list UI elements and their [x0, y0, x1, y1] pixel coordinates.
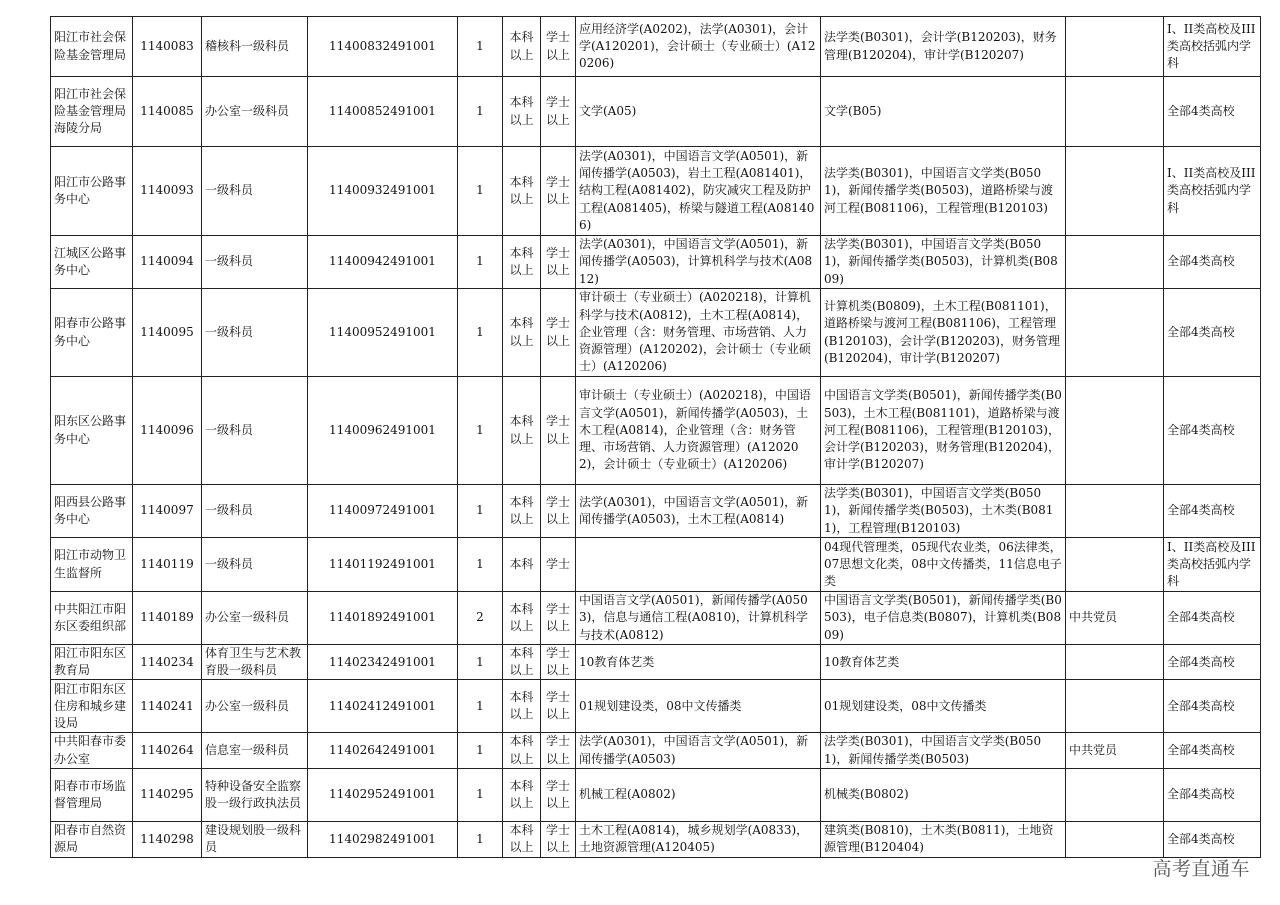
hire-count-cell: 1: [458, 538, 503, 592]
position-code-cell: 11401892491001: [308, 592, 458, 645]
degree-cell: 学士以上: [541, 821, 576, 857]
school-category-cell: I、II类高校及III类高校括弧内学科: [1164, 538, 1261, 592]
other-requirement-cell: [1066, 236, 1164, 289]
unit-code-cell: 1140298: [133, 821, 202, 857]
position-code-cell: 11402342491001: [308, 645, 458, 680]
position-name-cell: 办公室一级科员: [202, 680, 308, 733]
unit-name-cell: 阳江市社会保险基金管理局: [51, 17, 133, 77]
hire-count-cell: 1: [458, 17, 503, 77]
hire-count-cell: 1: [458, 768, 503, 821]
table-row: [51, 538, 1261, 592]
position-name-cell: 体育卫生与艺术教育股一级科员: [202, 645, 308, 680]
postgraduate-major-cell: 01规划建设类，08中文传播类: [576, 680, 821, 733]
hire-count-cell: 1: [458, 377, 503, 485]
position-name-cell: 一级科员: [202, 147, 308, 236]
school-category-cell: 全部4类高校: [1164, 236, 1261, 289]
undergraduate-major-cell: 10教育体艺类: [821, 645, 1066, 680]
postgraduate-major-cell: 审计硕士（专业硕士）(A020218)，计算机科学与技术(A0812)，土木工程(A0814)，企业管理（含：财务管理、市场营销、人力资源管理）(A120202)，会计硕士（专业硕士）(A120206): [576, 289, 821, 377]
undergraduate-major-cell: 文学(B05): [821, 77, 1066, 147]
unit-name-cell: 阳江市公路事务中心: [51, 147, 133, 236]
table-row: [51, 680, 1261, 733]
education-cell: 本科以上: [503, 680, 541, 733]
table-row: [51, 17, 1261, 77]
table-row: [51, 289, 1261, 377]
undergraduate-major-cell: 法学类(B0301)，中国语言文学类(B0501)，新闻传播学类(B0503)，计算机类(B0809): [821, 236, 1066, 289]
school-category-cell: 全部4类高校: [1164, 77, 1261, 147]
degree-cell: 学士以上: [541, 645, 576, 680]
unit-name-cell: 阳东区公路事务中心: [51, 377, 133, 485]
school-category-cell: 全部4类高校: [1164, 821, 1261, 857]
other-requirement-cell: 中共党员: [1066, 592, 1164, 645]
degree-cell: 学士以上: [541, 236, 576, 289]
postgraduate-major-cell: [576, 538, 821, 592]
unit-name-cell: 阳春市市场监督管理局: [51, 768, 133, 821]
position-name-cell: 建设规划股一级科员: [202, 821, 308, 857]
other-requirement-cell: [1066, 147, 1164, 236]
school-category-cell: 全部4类高校: [1164, 680, 1261, 733]
undergraduate-major-cell: 01规划建设类，08中文传播类: [821, 680, 1066, 733]
degree-cell: 学士以上: [541, 77, 576, 147]
postgraduate-major-cell: 10教育体艺类: [576, 645, 821, 680]
education-cell: 本科以上: [503, 645, 541, 680]
unit-code-cell: 1140093: [133, 147, 202, 236]
hire-count-cell: 1: [458, 77, 503, 147]
position-name-cell: 稽核科一级科员: [202, 17, 308, 77]
education-cell: 本科以上: [503, 821, 541, 857]
postgraduate-major-cell: 机械工程(A0802): [576, 768, 821, 821]
hire-count-cell: 1: [458, 289, 503, 377]
table-row: [51, 77, 1261, 147]
position-code-cell: 11400852491001: [308, 77, 458, 147]
hire-count-cell: 1: [458, 485, 503, 538]
school-category-cell: I、II类高校及III类高校括弧内学科: [1164, 147, 1261, 236]
other-requirement-cell: [1066, 645, 1164, 680]
table-row: [51, 485, 1261, 538]
other-requirement-cell: [1066, 77, 1164, 147]
unit-code-cell: 1140096: [133, 377, 202, 485]
position-code-cell: 11400972491001: [308, 485, 458, 538]
other-requirement-cell: [1066, 768, 1164, 821]
postgraduate-major-cell: 审计硕士（专业硕士）(A020218)，中国语言文学(A0501)，新闻传播学(A0503)，土木工程(A0814)，企业管理（含：财务管理、市场营销、人力资源管理）(A120202)，会计硕士（专业硕士）(A120206): [576, 377, 821, 485]
unit-code-cell: 1140189: [133, 592, 202, 645]
education-cell: 本科以上: [503, 236, 541, 289]
degree-cell: 学士: [541, 538, 576, 592]
undergraduate-major-cell: 中国语言文学类(B0501)，新闻传播学类(B0503)，电子信息类(B0807)，计算机类(B0809): [821, 592, 1066, 645]
recruitment-table: [50, 16, 1261, 858]
table-row: [51, 645, 1261, 680]
degree-cell: 学士以上: [541, 592, 576, 645]
undergraduate-major-cell: 中国语言文学类(B0501)，新闻传播学类(B0503)，土木工程(B081101)，道路桥梁与渡河工程(B081106)，工程管理(B120103)，会计学(B120203)，财务管理(B120204)，审计学(B120207): [821, 377, 1066, 485]
hire-count-cell: 1: [458, 147, 503, 236]
other-requirement-cell: 中共党员: [1066, 733, 1164, 768]
hire-count-cell: 1: [458, 821, 503, 857]
position-name-cell: 信息室一级科员: [202, 733, 308, 768]
postgraduate-major-cell: 法学(A0301)，中国语言文学(A0501)，新闻传播学(A0503)，土木工程(A0814): [576, 485, 821, 538]
position-code-cell: 11400932491001: [308, 147, 458, 236]
school-category-cell: 全部4类高校: [1164, 645, 1261, 680]
hire-count-cell: 1: [458, 680, 503, 733]
unit-code-cell: 1140234: [133, 645, 202, 680]
unit-code-cell: 1140085: [133, 77, 202, 147]
unit-code-cell: 1140264: [133, 733, 202, 768]
education-cell: 本科以上: [503, 592, 541, 645]
unit-code-cell: 1140097: [133, 485, 202, 538]
position-code-cell: 11402982491001: [308, 821, 458, 857]
table-row: [51, 377, 1261, 485]
education-cell: 本科以上: [503, 485, 541, 538]
table-body: [51, 17, 1261, 858]
unit-code-cell: 1140119: [133, 538, 202, 592]
education-cell: 本科: [503, 538, 541, 592]
school-category-cell: 全部4类高校: [1164, 377, 1261, 485]
other-requirement-cell: [1066, 821, 1164, 857]
table-row: [51, 147, 1261, 236]
undergraduate-major-cell: 04现代管理类，05现代农业类，06法律类，07思想文化类，08中文传播类，11信息电子类: [821, 538, 1066, 592]
postgraduate-major-cell: 法学(A0301)，中国语言文学(A0501)，新闻传播学(A0503)，岩土工程(A081401)，结构工程(A081402)，防灾减灾工程及防护工程(A081405)，桥梁与隧道工程(A081406): [576, 147, 821, 236]
unit-name-cell: 阳西县公路事务中心: [51, 485, 133, 538]
table-row: [51, 592, 1261, 645]
degree-cell: 学士以上: [541, 768, 576, 821]
school-category-cell: I、II类高校及III类高校括弧内学科: [1164, 17, 1261, 77]
position-name-cell: 一级科员: [202, 485, 308, 538]
position-name-cell: 一级科员: [202, 236, 308, 289]
postgraduate-major-cell: 中国语言文学(A0501)，新闻传播学(A0503)，信息与通信工程(A0810)，计算机科学与技术(A0812): [576, 592, 821, 645]
unit-code-cell: 1140295: [133, 768, 202, 821]
degree-cell: 学士以上: [541, 377, 576, 485]
hire-count-cell: 1: [458, 733, 503, 768]
degree-cell: 学士以上: [541, 289, 576, 377]
unit-name-cell: 阳江市阳东区住房和城乡建设局: [51, 680, 133, 733]
position-name-cell: 办公室一级科员: [202, 77, 308, 147]
school-category-cell: 全部4类高校: [1164, 768, 1261, 821]
degree-cell: 学士以上: [541, 733, 576, 768]
unit-name-cell: 阳江市动物卫生监督所: [51, 538, 133, 592]
postgraduate-major-cell: 应用经济学(A0202)，法学(A0301)，会计学(A120201)，会计硕士（专业硕士）(A120206): [576, 17, 821, 77]
postgraduate-major-cell: 法学(A0301)，中国语言文学(A0501)，新闻传播学(A0503): [576, 733, 821, 768]
other-requirement-cell: [1066, 485, 1164, 538]
position-code-cell: 11402412491001: [308, 680, 458, 733]
education-cell: 本科以上: [503, 377, 541, 485]
other-requirement-cell: [1066, 538, 1164, 592]
watermark-text: 高考直通车: [1152, 858, 1250, 880]
hire-count-cell: 1: [458, 236, 503, 289]
degree-cell: 学士以上: [541, 147, 576, 236]
school-category-cell: 全部4类高校: [1164, 733, 1261, 768]
position-code-cell: 11400942491001: [308, 236, 458, 289]
position-code-cell: 11400832491001: [308, 17, 458, 77]
unit-name-cell: 阳春市自然资源局: [51, 821, 133, 857]
unit-name-cell: 阳江市阳东区教育局: [51, 645, 133, 680]
other-requirement-cell: [1066, 289, 1164, 377]
position-name-cell: 一级科员: [202, 377, 308, 485]
table-row: [51, 821, 1261, 857]
hire-count-cell: 2: [458, 592, 503, 645]
undergraduate-major-cell: 法学类(B0301)，中国语言文学类(B0501)，新闻传播学类(B0503)，道路桥梁与渡河工程(B081106)，工程管理(B120103): [821, 147, 1066, 236]
table-row: [51, 733, 1261, 768]
position-code-cell: 11400952491001: [308, 289, 458, 377]
school-category-cell: 全部4类高校: [1164, 592, 1261, 645]
unit-code-cell: 1140094: [133, 236, 202, 289]
unit-name-cell: 阳春市公路事务中心: [51, 289, 133, 377]
education-cell: 本科以上: [503, 733, 541, 768]
table-row: [51, 768, 1261, 821]
education-cell: 本科以上: [503, 289, 541, 377]
position-name-cell: 一级科员: [202, 289, 308, 377]
undergraduate-major-cell: 法学类(B0301)，中国语言文学类(B0501)，新闻传播学类(B0503)，土木类(B0811)，工程管理(B120103): [821, 485, 1066, 538]
degree-cell: 学士以上: [541, 17, 576, 77]
unit-name-cell: 阳江市社会保险基金管理局海陵分局: [51, 77, 133, 147]
education-cell: 本科以上: [503, 768, 541, 821]
undergraduate-major-cell: 机械类(B0802): [821, 768, 1066, 821]
other-requirement-cell: [1066, 377, 1164, 485]
postgraduate-major-cell: 文学(A05): [576, 77, 821, 147]
unit-code-cell: 1140241: [133, 680, 202, 733]
unit-code-cell: 1140095: [133, 289, 202, 377]
unit-name-cell: 江城区公路事务中心: [51, 236, 133, 289]
undergraduate-major-cell: 建筑类(B0810)，土木类(B0811)，土地资源管理(B120404): [821, 821, 1066, 857]
position-name-cell: 办公室一级科员: [202, 592, 308, 645]
unit-name-cell: 中共阳春市委办公室: [51, 733, 133, 768]
undergraduate-major-cell: 法学类(B0301)，中国语言文学类(B0501)，新闻传播学类(B0503): [821, 733, 1066, 768]
position-name-cell: 一级科员: [202, 538, 308, 592]
degree-cell: 学士以上: [541, 485, 576, 538]
position-code-cell: 11401192491001: [308, 538, 458, 592]
school-category-cell: 全部4类高校: [1164, 485, 1261, 538]
other-requirement-cell: [1066, 17, 1164, 77]
postgraduate-major-cell: 土木工程(A0814)，城乡规划学(A0833)，土地资源管理(A120405): [576, 821, 821, 857]
position-code-cell: 11402952491001: [308, 768, 458, 821]
other-requirement-cell: [1066, 680, 1164, 733]
position-code-cell: 11402642491001: [308, 733, 458, 768]
position-name-cell: 特种设备安全监察股一级行政执法员: [202, 768, 308, 821]
table-row: [51, 236, 1261, 289]
education-cell: 本科以上: [503, 147, 541, 236]
school-category-cell: 全部4类高校: [1164, 289, 1261, 377]
undergraduate-major-cell: 法学类(B0301)，会计学(B120203)，财务管理(B120204)，审计学(B120207): [821, 17, 1066, 77]
degree-cell: 学士以上: [541, 680, 576, 733]
unit-code-cell: 1140083: [133, 17, 202, 77]
undergraduate-major-cell: 计算机类(B0809)，土木工程(B081101)，道路桥梁与渡河工程(B081106)，工程管理(B120103)，会计学(B120203)，财务管理(B120204)，审计学(B120207): [821, 289, 1066, 377]
position-code-cell: 11400962491001: [308, 377, 458, 485]
hire-count-cell: 1: [458, 645, 503, 680]
education-cell: 本科以上: [503, 77, 541, 147]
postgraduate-major-cell: 法学(A0301)，中国语言文学(A0501)，新闻传播学(A0503)，计算机科学与技术(A0812): [576, 236, 821, 289]
unit-name-cell: 中共阳江市阳东区委组织部: [51, 592, 133, 645]
education-cell: 本科以上: [503, 17, 541, 77]
